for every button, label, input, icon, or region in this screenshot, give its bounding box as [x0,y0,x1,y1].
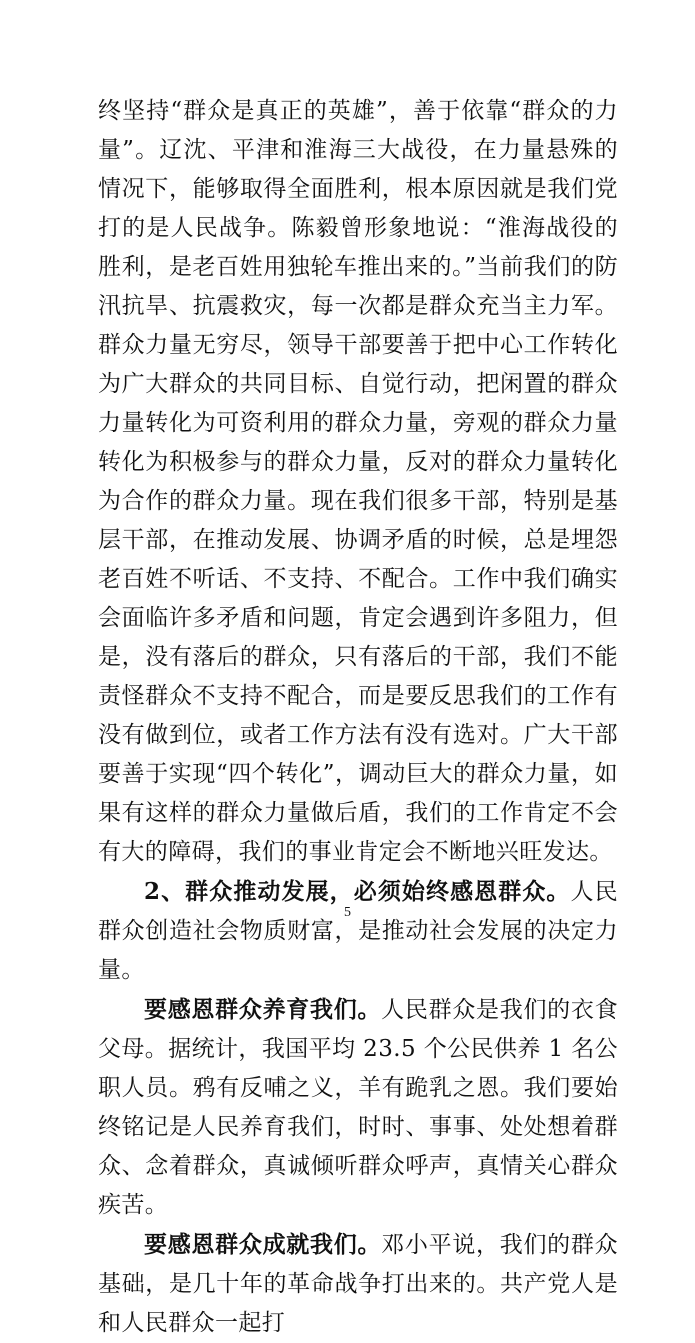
paragraph-gratitude-nurture [98,990,618,1225]
paragraph-continuation [98,92,618,872]
document-body [98,92,618,1343]
paragraph-text: 终坚持“群众是真正的英雄”，善于依靠“群众的力量”。辽沈、平津和淮海三大战役，在力量悬殊的情况下，能够取得全面胜利，根本原因就是我们党打的是人民战争。陈毅曾形象地说：“淮海战役的胜利，是老百姓用独轮车推出来的。”当前我们的防汛抗旱、抗震救灾，每一次都是群众充当主力军。群众力量无穷尽，领导干部要善于把中心工作转化为广大群众的共同目标、自觉行动，把闲置的群众力量转化为可资利用的群众力量，旁观的群众力量转化为积极参与的群众力量，反对的群众力量转化为合作的群众力量。现在我们很多干部，特别是基层干部，在推动发展、协调矛盾的时候，总是埋怨老百姓不听话、不支持、不配合。工作中我们确实会面临许多矛盾和问题，肯定会遇到许多阻力，但是，没有落后的群众，只有落后的干部，我们不能责怪群众不支持不配合，而是要反思我们的工作有没有做到位，或者工作方法有没有选对。广大干部要善于实现“四个转化”，调动巨大的群众力量，如果有这样的群众力量做后盾，我们的工作肯定不会有大的障碍，我们的事业肯定会不断地兴旺发达。 [98,98,618,865]
paragraph-section-2 [98,872,618,990]
paragraph-gratitude-achievement [98,1225,618,1343]
paragraph-lead: 要感恩群众养育我们。 [144,996,382,1023]
section-heading: 2、群众推动发展，必须始终感恩群众。 [144,878,571,905]
paragraph-text: 邓小平说，我们的群众基础，是几十年的革命战争打出来的。共产党人是和人民群众一起打 [98,1232,619,1336]
paragraph-text: 人民群众是我们的衣食父母。据统计，我国平均 23.5 个公民供养 1 名公职人员。鸦有反哺之义，羊有跪乳之恩。我们要始终铭记是人民养育我们，时时、事事、处处想着群众、念着群众，真诚倾听群众呼声，真情关心群众疾苦。 [98,997,619,1218]
paragraph-text: 人民群众创造社会物质财富，是推动社会发展的决定力量。 [98,879,618,983]
paragraph-lead: 要感恩群众成就我们。 [144,1231,382,1258]
page-number: 5 [344,905,351,920]
